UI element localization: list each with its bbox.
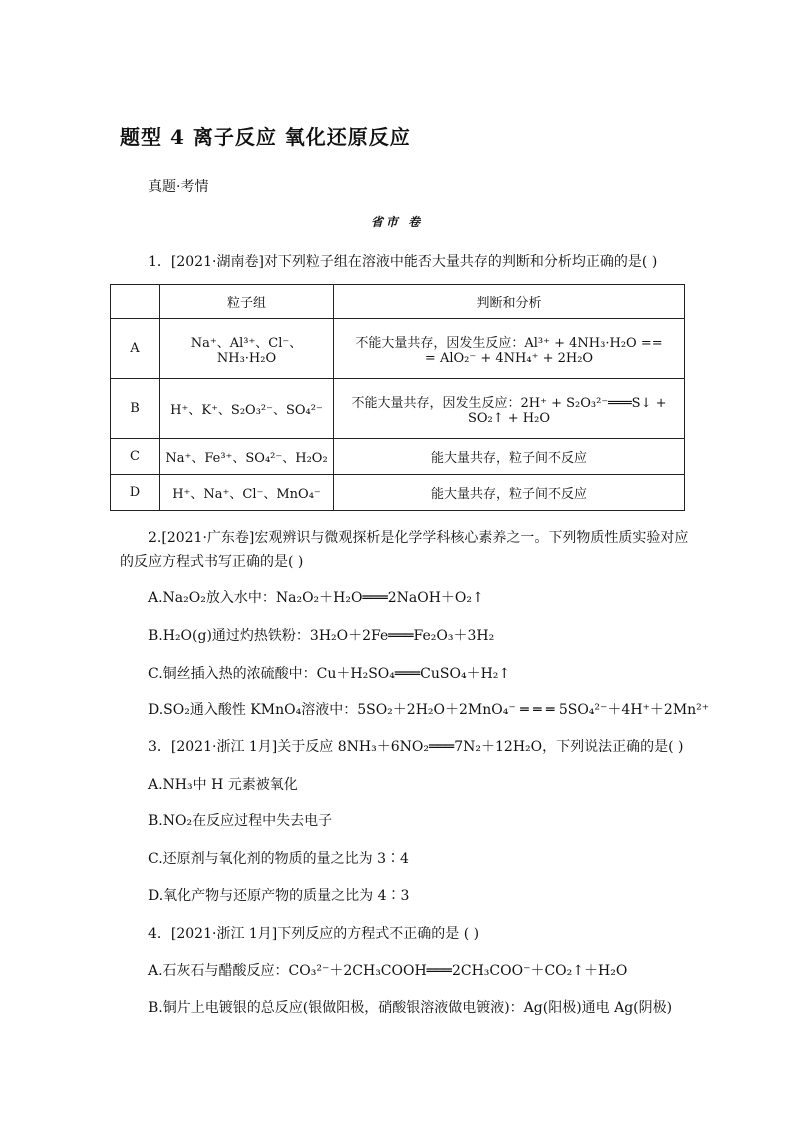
analysis-cell: 能大量共存，粒子间不反应 — [334, 475, 685, 511]
table-row — [111, 379, 685, 439]
q3-option-d: D.氧化产物与还原产物的质量之比为 4∶3 — [148, 888, 410, 904]
q3-option-a: A.NH₃中 H 元素被氧化 — [148, 777, 298, 793]
particle-group: H⁺、Na⁺、Cl⁻、MnO₄⁻ — [160, 475, 334, 511]
q3-option-b: B.NO₂在反应过程中失去电子 — [148, 813, 333, 829]
table-row — [111, 439, 685, 475]
analysis-line: = AlO₂⁻ + 4NH₄⁺ + 2H₂O — [424, 350, 594, 366]
q2-stem-line2: 的反应方程式书写正确的是( ) — [120, 554, 304, 570]
analysis-cell — [334, 379, 685, 439]
q1-table — [110, 284, 685, 511]
q3-stem: 3．[2021·浙江 1月]关于反应 8NH₃＋6NO₂═══7N₂＋12H₂O，下列说法正确的是( ) — [148, 739, 684, 755]
table-header-cell: 判断和分析 — [334, 285, 685, 319]
table-header-cell: 粒子组 — [160, 285, 334, 319]
q2-option-b: B.H₂O(g)通过灼热铁粉：3H₂O＋2Fe═══Fe₂O₃＋3H₂ — [148, 628, 495, 644]
q2-option-a: A.Na₂O₂放入水中：Na₂O₂＋H₂O═══2NaOH＋O₂↑ — [148, 590, 484, 606]
analysis-cell — [334, 319, 685, 379]
section-label: 省市 卷 — [370, 215, 424, 229]
option-label: C — [111, 439, 160, 475]
option-label: B — [111, 379, 160, 439]
q1-stem: 1．[2021·湖南卷]对下列粒子组在溶液中能否大量共存的判断和分析均正确的是( ) — [148, 254, 658, 270]
q2-option-c: C.铜丝插入热的浓硫酸中：Cu＋H₂SO₄═══CuSO₄＋H₂↑ — [148, 666, 511, 682]
q2-option-d: D.SO₂通入酸性 KMnO₄溶液中：5SO₂＋2H₂O＋2MnO₄⁻ ═ ═ ═ 5SO₄²⁻＋4H⁺＋2Mn²⁺ — [148, 702, 710, 718]
section-subtitle: 真题·考情 — [148, 179, 209, 195]
analysis-line: SO₂↑ + H₂O — [467, 410, 551, 426]
q2-stem-line1: 2.[2021·广东卷]宏观辨识与微观探析是化学学科核心素养之一。下列物质性质实验对应 — [148, 530, 689, 546]
particle-group: Na⁺、Al³⁺、Cl⁻、NH₃·H₂O — [160, 319, 334, 379]
option-label: A — [111, 319, 160, 379]
table-row — [111, 319, 685, 379]
analysis-line: 不能大量共存，因发生反应：2H⁺ + S₂O₃²⁻═══S↓ + — [351, 395, 667, 411]
particle-group: Na⁺、Fe³⁺、SO₄²⁻、H₂O₂ — [160, 439, 334, 475]
table-header-row — [111, 285, 685, 319]
table-header-cell — [111, 285, 160, 319]
analysis-line: 不能大量共存，因发生反应：Al³⁺ + 4NH₃·H₂O == — [355, 335, 663, 351]
particle-group: H⁺、K⁺、S₂O₃²⁻、SO₄²⁻ — [160, 379, 334, 439]
table-row — [111, 475, 685, 511]
q3-option-c: C.还原剂与氧化剂的物质的量之比为 3∶4 — [148, 851, 409, 867]
page-title: 题型 4 离子反应 氧化还原反应 — [120, 125, 411, 149]
q4-stem: 4．[2021·浙江 1月]下列反应的方程式不正确的是 ( ) — [148, 926, 480, 942]
option-label: D — [111, 475, 160, 511]
q4-option-a: A.石灰石与醋酸反应：CO₃²⁻＋2CH₃COOH═══2CH₃COO⁻＋CO₂↑＋H₂O — [148, 963, 628, 979]
analysis-cell: 能大量共存，粒子间不反应 — [334, 439, 685, 475]
q4-option-b: B.铜片上电镀银的总反应(银做阳极，硝酸银溶液做电镀液)：Ag(阳极)通电 Ag(阴极) — [148, 1000, 673, 1016]
